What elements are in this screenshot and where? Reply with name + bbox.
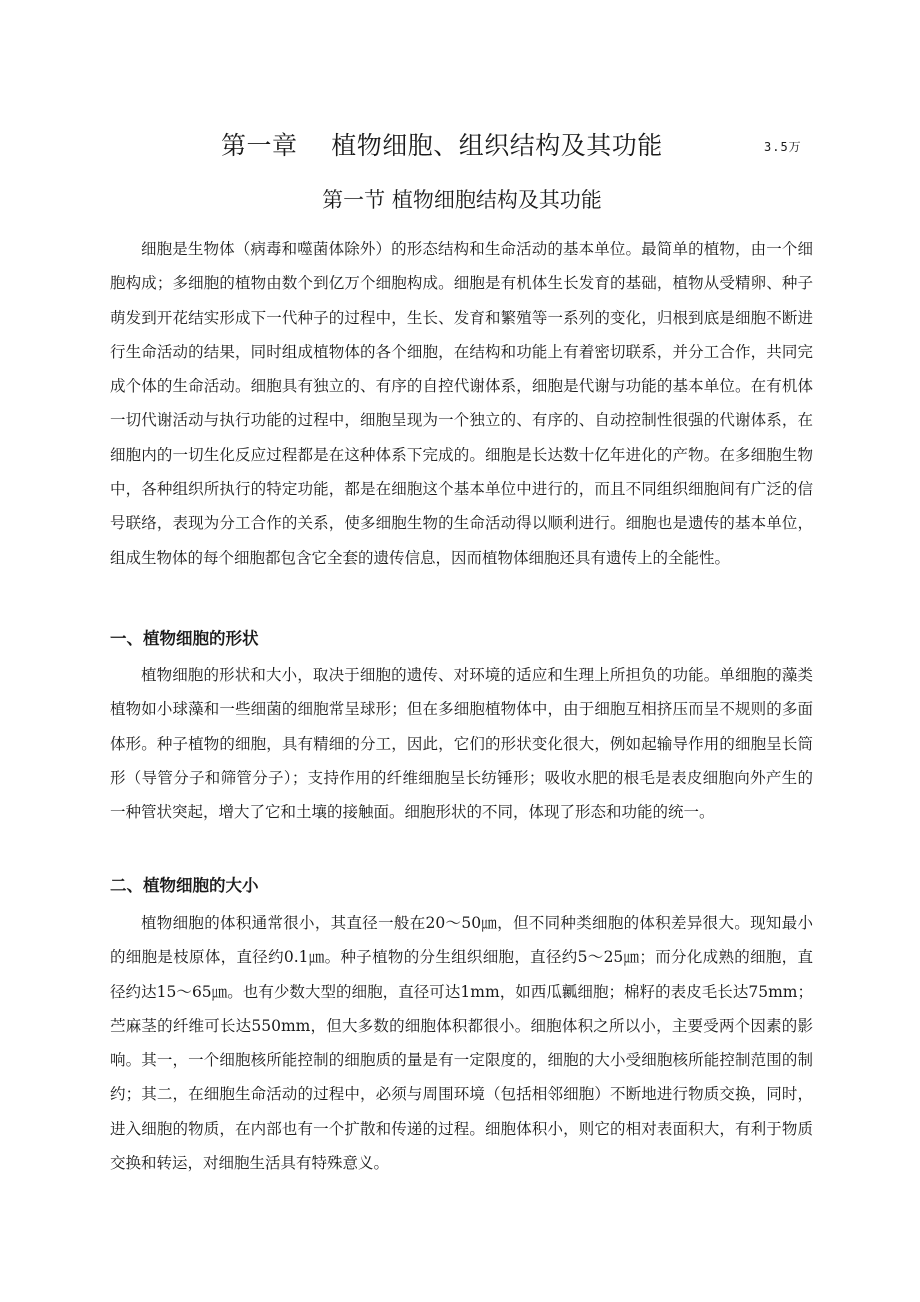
shape-heading: 一、植物细胞的形状 <box>110 629 259 648</box>
chapter-title: 第一章 植物细胞、组织结构及其功能 <box>221 131 663 160</box>
shape-paragraph: 植物细胞的形状和大小，取决于细胞的遗传、对环境的适应和生理上所担负的功能。单细胞的藻类植物如小球藻和一些细菌的细胞常呈球形；但在多细胞植物体中，由于细胞互相挤压而呈不规则的多面体形。种子植物的细胞，具有精细的分工，因此，它们的形状变化很大，例如起输导作用的细胞呈长筒形（导管分子和筛管分子）；支持作用的纤维细胞呈长纺锤形；吸收水肥的根毛是表皮细胞向外产生的一种管状突起，增大了它和土壤的接触面。细胞形状的不同，体现了形态和功能的统一。 <box>110 666 813 822</box>
chapter-header <box>0 126 920 166</box>
word-count-note: 3.5万 <box>764 140 802 154</box>
size-heading: 二、植物细胞的大小 <box>110 876 259 895</box>
size-paragraph: 植物细胞的体积通常很小，其直径一般在20～50㎛，但不同种类细胞的体积差异很大。现知最小的细胞是枝原体，直径约0.1㎛。种子植物的分生组织细胞，直径约5～25㎛；而分化成熟的细胞，直径约达15～65㎛。也有少数大型的细胞，直径可达1mm，如西瓜瓤细胞；棉籽的表皮毛长达75mm；苎麻茎的纤维可长达550mm，但大多数的细胞体积都很小。细胞体积之所以小，主要受两个因素的影响。其一，一个细胞核所能控制的细胞质的量是有一定限度的，细胞的大小受细胞核所能控制范围的制约；其二，在细胞生命活动的过程中，必须与周围环境（包括相邻细胞）不断地进行物质交换，同时，进入细胞的物质，在内部也有一个扩散和传递的过程。细胞体积小，则它的相对表面积大，有利于物质交换和转运，对细胞生活具有特殊意义。 <box>110 914 813 1173</box>
intro-paragraph: 细胞是生物体（病毒和噬菌体除外）的形态结构和生命活动的基本单位。最简单的植物，由一个细胞构成；多细胞的植物由数个到亿万个细胞构成。细胞是有机体生长发育的基础，植物从受精卵、种子萌发到开花结实形成下一代种子的过程中，生长、发育和繁殖等一系列的变化，归根到底是细胞不断进行生命活动的结果，同时组成植物体的各个细胞，在结构和功能上有着密切联系，并分工合作，共同完成个体的生命活动。细胞具有独立的、有序的自控代谢体系，细胞是代谢与功能的基本单位。在有机体一切代谢活动与执行功能的过程中，细胞呈现为一个独立的、有序的、自动控制性很强的代谢体系，在细胞内的一切生化反应过程都是在这种体系下完成的。细胞是长达数十亿年进化的产物。在多细胞生物中，各种组织所执行的特定功能，都是在细胞这个基本单位中进行的，而且不同组织细胞间有广泛的信号联络，表现为分工合作的关系，使多细胞生物的生命活动得以顺利进行。细胞也是遗传的基本单位，组成生物体的每个细胞都包含它全套的遗传信息，因而植物体细胞还具有遗传上的全能性。 <box>110 240 813 567</box>
section-title: 第一节 植物细胞结构及其功能 <box>322 188 602 212</box>
